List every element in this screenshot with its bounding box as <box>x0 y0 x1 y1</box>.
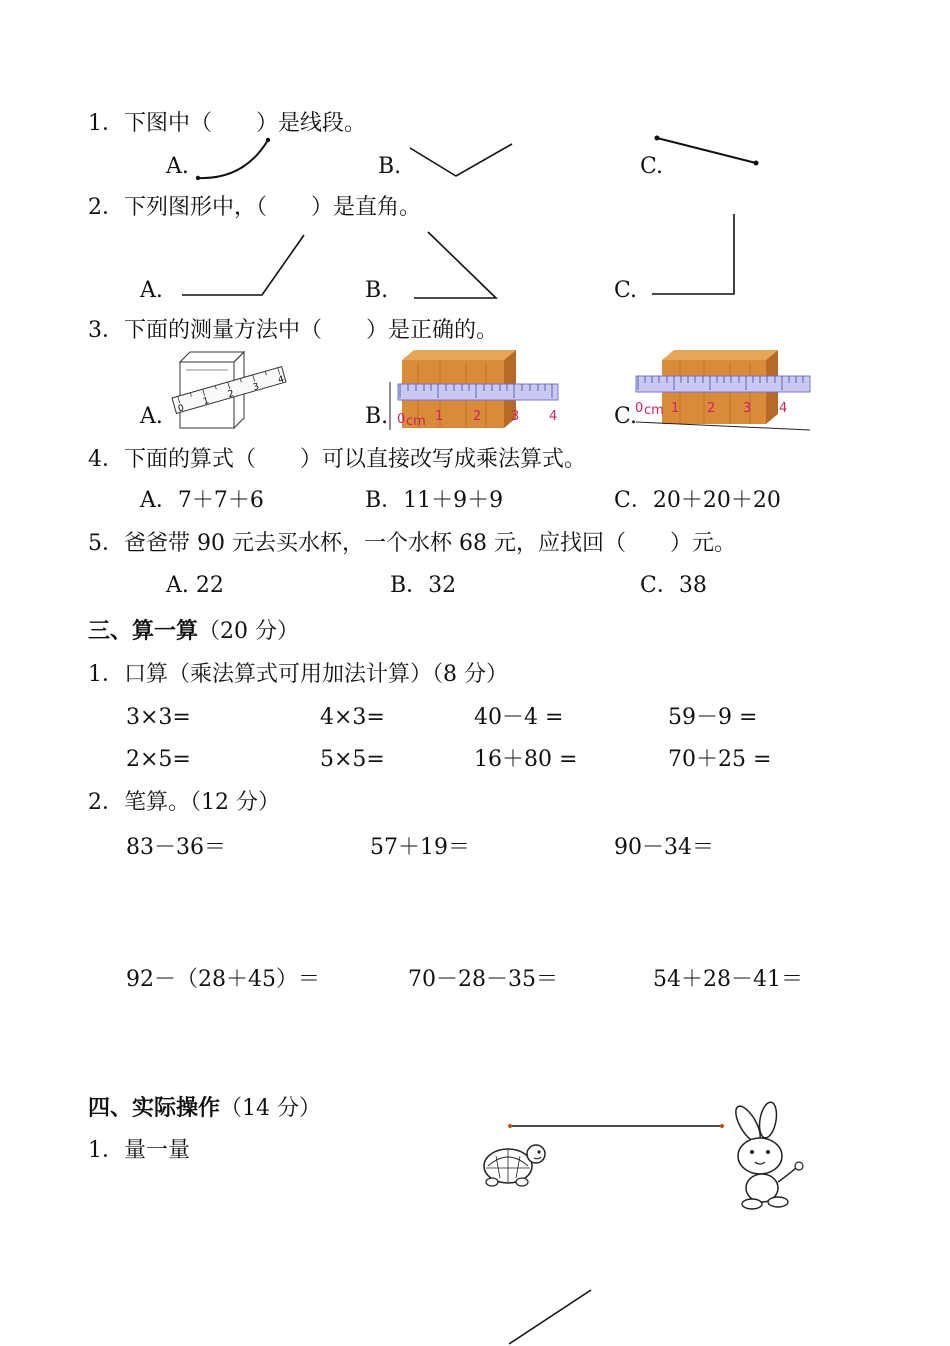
question-1-option-c-label: C. <box>640 154 664 179</box>
ruler-b-tick-1: 1 <box>435 409 444 424</box>
mental-math-item: 5×5= <box>320 747 385 772</box>
section-3-title: 三、算一算 <box>88 619 199 644</box>
question-3-option-b-label: B. <box>365 404 389 429</box>
question-1-segment-figure <box>652 132 762 168</box>
ruler-c-tick-2: 2 <box>707 401 716 416</box>
question-4-stem: 4．下面的算式（ ）可以直接改写成乘法算式。 <box>88 447 586 472</box>
ruler-b-tick-4: 4 <box>549 409 558 424</box>
question-2-option-a-label: A. <box>140 278 163 303</box>
ruler-a-tick-4: 4 <box>277 374 286 386</box>
question-2-stem: 2．下列图形中，（ ）是直角。 <box>88 195 421 220</box>
diagonal-line-figure <box>505 1286 595 1346</box>
question-3-box-slanted-ruler-figure <box>168 348 288 432</box>
question-2-option-c-label: C. <box>614 278 638 303</box>
turtle-icon <box>480 1134 550 1190</box>
question-1-option-a-label: A. <box>166 154 189 179</box>
question-1-v-figure <box>408 142 518 182</box>
question-2-option-b-label: B. <box>365 278 389 303</box>
question-3-option-a-label: A. <box>140 404 163 429</box>
question-5-stem: 5．爸爸带 90 元去买水杯，一个水杯 68 元，应找回（ ）元。 <box>88 531 736 556</box>
question-5-option-a: A. 22 <box>166 573 224 598</box>
question-3-box-aligned-ruler-figure <box>634 348 814 432</box>
written-calc-item: 57＋19＝ <box>370 835 470 860</box>
written-calc-item: 90－34＝ <box>614 835 714 860</box>
ruler-b-tick-2: 2 <box>473 409 482 424</box>
ruler-a-tick-1: 1 <box>202 396 211 408</box>
measure-segment <box>506 1121 726 1131</box>
written-calc-item: 54＋28－41＝ <box>653 967 803 992</box>
mental-math-item: 40－4 = <box>474 705 564 730</box>
ruler-c-tick-0: 0 <box>635 401 644 416</box>
question-4-option-b: B．11＋9＋9 <box>365 488 504 513</box>
question-1-option-b-label: B. <box>378 154 402 179</box>
section-4-title: 四、实际操作 <box>88 1096 221 1121</box>
question-3-option-c-label: C. <box>614 404 638 429</box>
ruler-a-tick-3: 3 <box>252 381 261 393</box>
question-1-stem: 1．下图中（ ）是线段。 <box>88 111 366 136</box>
section-4-heading <box>88 1096 321 1122</box>
mental-math-item: 59－9 = <box>668 705 758 730</box>
question-2-acute-angle-figure <box>412 228 506 302</box>
ruler-c-unit: cm <box>644 403 664 418</box>
question-3-stem: 3．下面的测量方法中（ ）是正确的。 <box>88 318 498 343</box>
mental-math-item: 3×3= <box>126 705 191 730</box>
question-2-obtuse-angle-figure <box>180 232 310 298</box>
rabbit-icon <box>722 1102 812 1212</box>
written-calc-item: 70－28－35＝ <box>408 967 558 992</box>
question-4-option-c: C．20＋20＋20 <box>614 488 781 513</box>
written-calc-item: 92－（28＋45）＝ <box>126 967 320 992</box>
section-3-heading <box>88 619 299 645</box>
mental-math-item: 70＋25 = <box>668 747 772 772</box>
section-3-part-1-title: 1．口算（乘法算式可用加法计算）（8 分） <box>88 662 508 687</box>
mental-math-item: 16＋80 = <box>474 747 578 772</box>
ruler-b-tick-0: 0 <box>397 412 406 427</box>
ruler-c-tick-1: 1 <box>671 401 680 416</box>
section-3-part-2-title: 2．笔算。（12 分） <box>88 790 280 815</box>
question-5-option-b: B．32 <box>390 573 457 598</box>
ruler-c-tick-4: 4 <box>779 401 788 416</box>
ruler-a-tick-0: 0 <box>177 403 186 415</box>
mental-math-item: 2×5= <box>126 747 191 772</box>
mental-math-item: 4×3= <box>320 705 385 730</box>
question-3-box-offset-ruler-figure <box>388 348 563 432</box>
question-1-arc-figure <box>194 134 274 184</box>
ruler-b-unit: cm <box>406 414 426 429</box>
question-5-option-c: C．38 <box>640 573 707 598</box>
section-4-question-1: 1．量一量 <box>88 1138 190 1163</box>
ruler-a-tick-2: 2 <box>227 388 236 401</box>
ruler-b-tick-3: 3 <box>511 409 520 424</box>
section-3-score: （20 分） <box>198 619 300 644</box>
section-4-score: （14 分） <box>220 1096 322 1121</box>
ruler-c-tick-3: 3 <box>743 401 752 416</box>
question-4-option-a: A．7＋7＋6 <box>140 488 264 513</box>
written-calc-item: 83－36＝ <box>126 835 226 860</box>
question-2-right-angle-figure <box>650 212 742 298</box>
